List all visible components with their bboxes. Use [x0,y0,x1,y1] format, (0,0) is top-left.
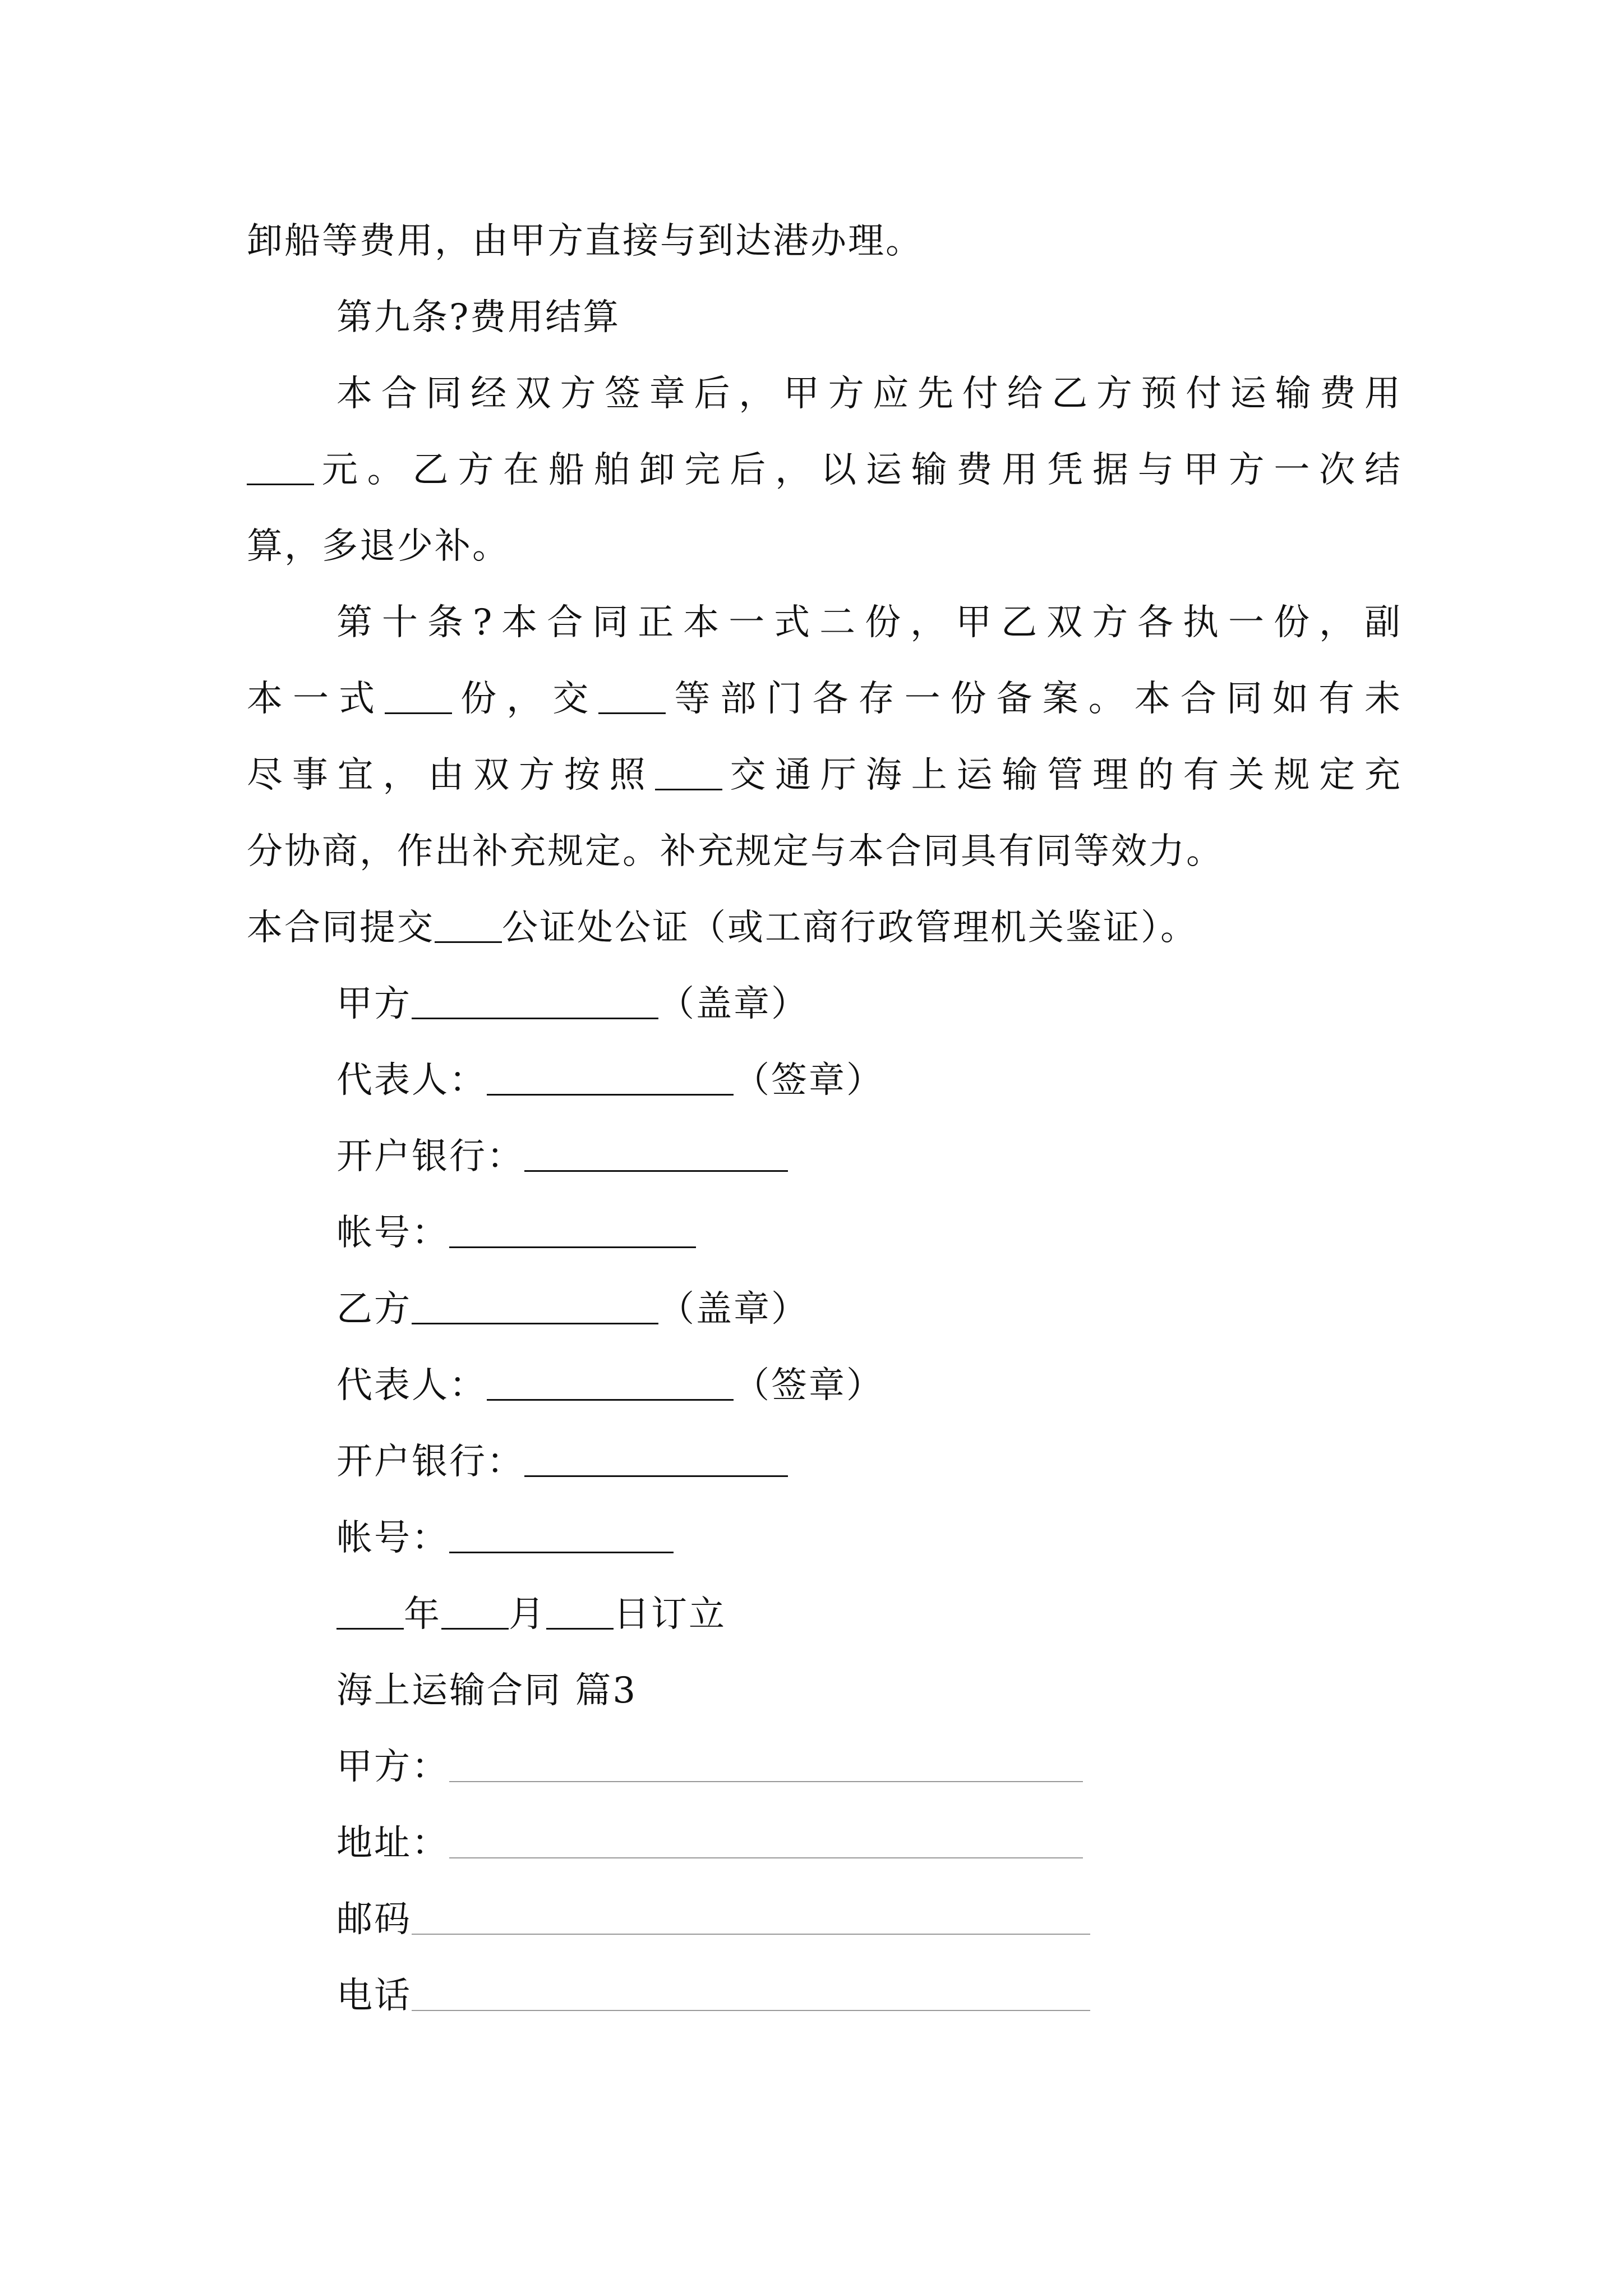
address-blank [449,1826,1083,1858]
paragraph-line [247,737,1402,813]
text-segment: 交通厅海上运输管理的有关规定充 [722,754,1402,796]
rep-label: 代表人： [336,1365,487,1406]
party-a-label: 甲方： [336,1746,449,1788]
section3-postcode-line [247,1881,1402,1958]
text-segment: 公证处公证（或工商行政管理机关鉴证）。 [502,907,1198,949]
paragraph-line: 分协商，作出补充规定。补充规定与本合同具有同等效力。 [247,831,1224,872]
bank-blank [524,1444,788,1477]
text-segment: 份，交 [452,678,599,720]
party-b-seal: （盖章） [658,1289,809,1330]
signing-date-line [247,1576,1402,1653]
document-body [247,203,1402,2034]
month-blank [441,1596,509,1630]
account-blank [449,1215,696,1248]
rep-blank [487,1062,734,1096]
paragraph-line [247,661,1402,737]
text-segment: 本一式 [247,678,385,720]
fill-blank [247,452,314,485]
text-segment: 尽事宜，由双方按照 [247,754,655,796]
paragraph-line: 本合同经双方签章后，甲方应先付给乙方预付运输费用 [336,373,1402,415]
article-heading-10: 第十条?本合同正本一式二份，甲乙双方各执一份，副 [336,602,1402,643]
party-a-rep-line [247,1042,1402,1119]
text-segment: 等部门各存一份备案。本合同如有未 [666,678,1403,720]
rep-seal: （签章） [734,1365,884,1406]
phone-label: 电话 [336,1975,412,2017]
section3-party-a-line [247,1729,1402,1805]
postcode-blank [412,1902,1090,1935]
paragraph-line: 算，多退少补。 [247,526,510,567]
section3-address-line [247,1805,1402,1881]
text-segment: 本合同提交 [247,907,435,949]
paragraph-line [247,890,1402,966]
day-blank [546,1596,614,1630]
party-b-label: 乙方 [336,1289,412,1330]
paragraph-line: 卸船等费用，由甲方直接与到达港办理。 [247,220,923,262]
year-label: 年 [404,1594,441,1635]
month-label: 月 [509,1594,546,1635]
fill-blank [385,681,452,714]
party-b-account-line [247,1500,1402,1576]
fill-blank [598,681,666,714]
party-b-bank-line [247,1424,1402,1500]
day-label: 日订立 [614,1594,726,1635]
bank-blank [524,1139,788,1172]
address-label: 地址： [336,1823,449,1864]
fill-blank [435,910,502,943]
article-heading-9: 第九条?费用结算 [336,297,621,338]
party-b-blank [412,1291,658,1324]
fill-blank [655,757,722,790]
party-b-rep-line [247,1347,1402,1424]
party-a-line [247,966,1402,1042]
rep-label: 代表人： [336,1060,487,1101]
party-a-seal: （盖章） [658,983,809,1025]
rep-blank [487,1368,734,1401]
text-segment: 元。乙方在船舶卸完后，以运输费用凭据与甲方一次结 [314,449,1402,491]
paragraph-line [247,432,1402,508]
account-blank [449,1520,674,1553]
bank-label: 开户银行： [336,1441,524,1483]
section-title: 海上运输合同 篇3 [336,1670,638,1711]
party-a-account-line [247,1195,1402,1271]
party-b-line [247,1271,1402,1347]
postcode-label: 邮码 [336,1899,412,1940]
rep-seal: （签章） [734,1060,884,1101]
account-label: 帐号： [336,1212,449,1254]
party-a-bank-line [247,1119,1402,1195]
section3-phone-line [247,1958,1402,2034]
phone-blank [412,1978,1090,2011]
account-label: 帐号： [336,1517,449,1559]
party-a-blank [449,1750,1083,1782]
bank-label: 开户银行： [336,1136,524,1177]
party-a-label: 甲方 [336,983,412,1025]
party-a-blank [412,986,658,1019]
year-blank [336,1596,404,1630]
